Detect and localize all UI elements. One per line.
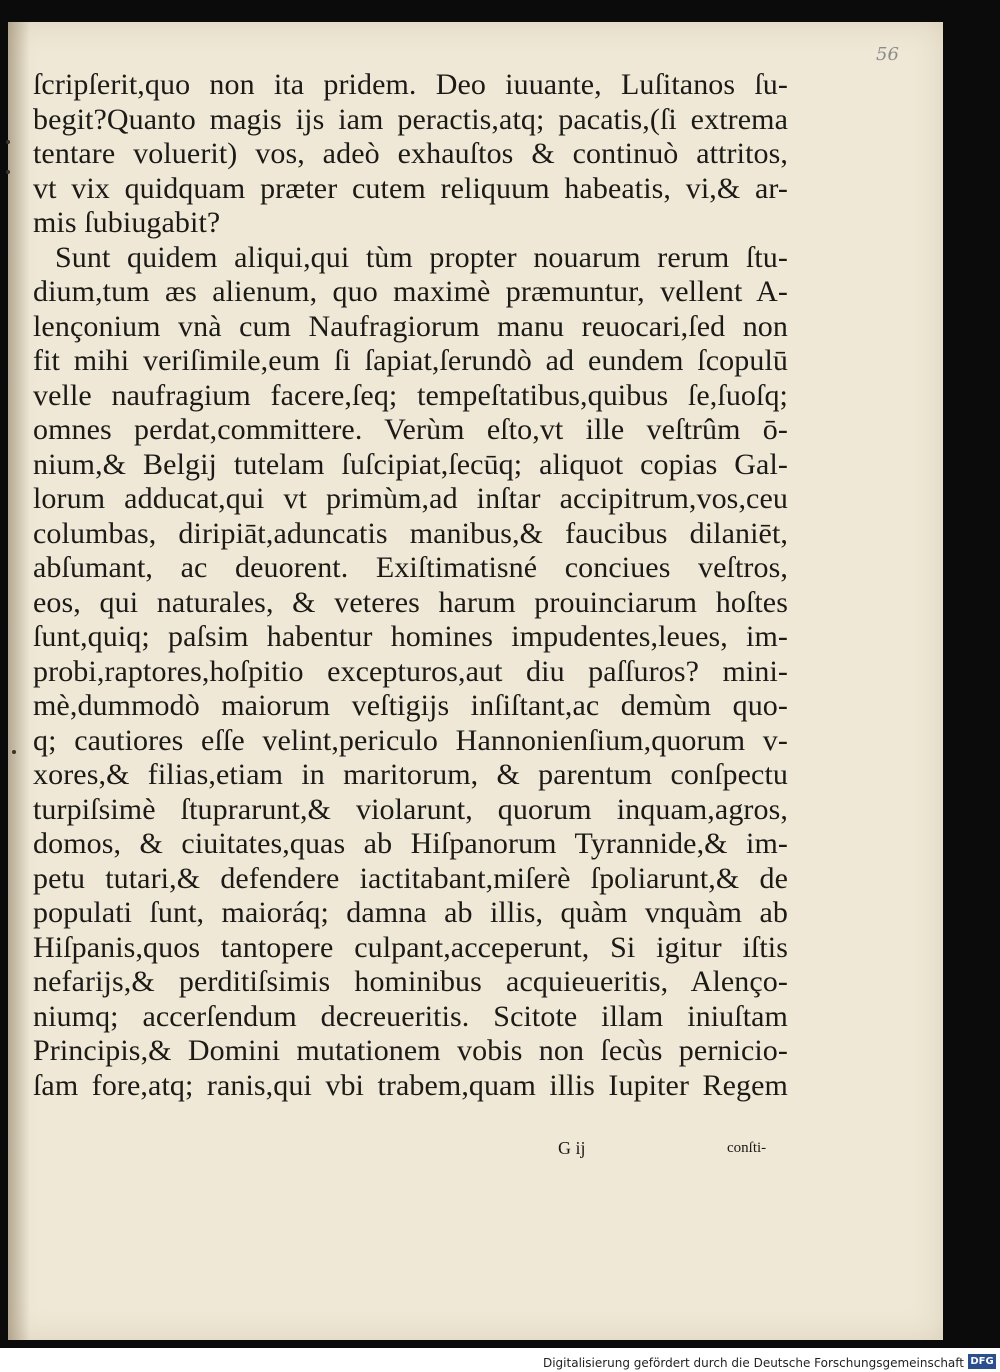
- digitization-credit: Digitalisierung gefördert durch die Deutsche Forschungsgemeinschaft: [542, 1356, 964, 1370]
- margin-mark: [6, 140, 10, 144]
- text-line: lençonium vnà cum Naufragiorum manu reuocari,ſed non: [33, 309, 788, 343]
- text-line: turpiſsimè ſtuprarunt,& violarunt, quorum inquam,agros,: [33, 792, 788, 826]
- margin-mark: [6, 170, 10, 174]
- text-line: Sunt quidem aliqui,qui tùm propter nouarum rerum ſtu-: [55, 240, 788, 274]
- text-line: mè,dummodò maiorum veſtigijs inſiſtant,ac demùm quo-: [33, 689, 788, 722]
- text-line: niumq; accerſendum decreueritis. Scitote illam iniuſtam: [33, 999, 788, 1033]
- margin-mark: [12, 750, 16, 754]
- text-line: nefarijs,& perditiſsimis hominibus acquieueritis, Alenço-: [33, 965, 788, 998]
- text-line: columbas, diripiāt,aduncatis manibus,& faucibus dilaniēt,: [33, 516, 788, 550]
- page-footer-marks: [33, 1138, 788, 1168]
- text-line: tentare voluerit) vos, adeò exhauſtos & continuò attritos,: [33, 137, 788, 170]
- text-line: eos, qui naturales, & veteres harum prouinciarum hoſtes: [33, 585, 788, 619]
- folio-number: 56: [876, 44, 899, 65]
- text-line: Principis,& Domini mutationem vobis non ſecùs pernicio-: [33, 1034, 788, 1067]
- dfg-logo: DFG: [968, 1354, 996, 1369]
- text-line: domos, & ciuitates,quas ab Hiſpanorum Tyrannide,& im-: [33, 827, 788, 860]
- text-line: lorum adducat,qui vt primùm,ad inſtar accipitrum,vos,ceu: [33, 482, 788, 515]
- text-line: ſunt,quiq; paſsim habentur homines impudentes,leues, im-: [33, 620, 788, 653]
- text-line: mis ſubiugabit?: [33, 206, 221, 239]
- text-line: fit mihi veriſimile,eum ſi ſapiat,ſerundò ad eundem ſcopulū: [33, 344, 788, 377]
- text-line: velle naufragium facere,ſeq; tempeſtatibus,quibus ſe,ſuoſq;: [33, 378, 788, 412]
- body-text: [33, 68, 788, 1103]
- text-line: abſumant, ac deuorent. Exiſtimatisné conciues veſtros,: [33, 551, 788, 584]
- signature-mark: G ij: [558, 1138, 586, 1158]
- text-line: begit?Quanto magis ijs iam peractis,atq; pacatis,(ſi extrema: [33, 102, 788, 136]
- text-line: nium,& Belgij tutelam ſuſcipiat,ſecūq; aliquot copias Gal-: [33, 447, 788, 481]
- text-line: omnes perdat,committere. Verùm eſto,vt ille veſtrûm ō-: [33, 413, 788, 446]
- text-line: q; cautiores eſſe velint,periculo Hannonienſium,quorum v-: [33, 723, 788, 757]
- catchword: conſti-: [727, 1140, 767, 1156]
- text-line: dium,tum æs alienum, quo maximè præmuntur, vellent A-: [33, 275, 788, 308]
- text-line: petu tutari,& defendere iactitabant,miſerè ſpoliarunt,& de: [33, 861, 788, 895]
- text-line: ſcripſerit,quo non ita pridem. Deo iuuante, Luſitanos ſu-: [33, 68, 788, 101]
- text-line: vt vix quidquam præter cutem reliquum habeatis, vi,& ar-: [33, 171, 788, 205]
- text-line: Hiſpanis,quos tantopere culpant,acceperunt, Si igitur iſtis: [33, 930, 788, 964]
- text-line: populati ſunt, maioráq; damna ab illis, quàm vnquàm ab: [33, 896, 788, 929]
- text-line: ſam fore,atq; ranis,qui vbi trabem,quam illis Iupiter Regem: [33, 1068, 788, 1102]
- text-line: probi,raptores,hoſpitio excepturos,aut diu paſſuros? mini-: [33, 654, 788, 688]
- text-line: xores,& filias,etiam in maritorum, & parentum conſpectu: [33, 758, 788, 791]
